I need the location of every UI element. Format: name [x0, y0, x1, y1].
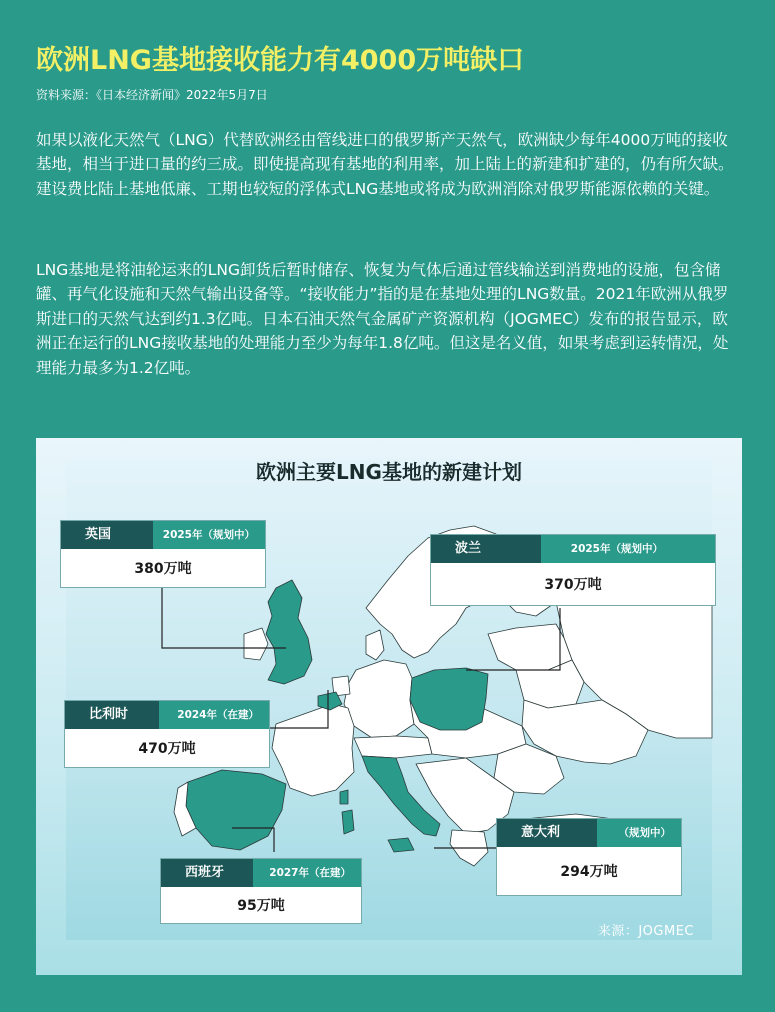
germany-shape — [344, 660, 414, 738]
callout-country: 意大利 — [497, 819, 597, 847]
denmark-shape — [366, 630, 384, 660]
callout-spain — [160, 858, 362, 924]
uk-shape — [266, 580, 312, 684]
callout-country: 西班牙 — [161, 859, 253, 887]
callout-header — [61, 521, 265, 549]
callout-status: 2025年（规划中） — [570, 543, 663, 555]
callout-value: 95万吨 — [237, 898, 285, 914]
map-title: 欧洲主要LNG基地的新建计划 — [256, 460, 522, 484]
map-panel — [36, 438, 742, 975]
france-shape — [272, 704, 354, 796]
callout-status: 2024年（在建） — [177, 709, 259, 721]
callout-country: 比利时 — [65, 701, 159, 729]
callout-value: 370万吨 — [544, 577, 602, 593]
callout-status: 2027年（在建） — [269, 867, 351, 879]
callout-country: 英国 — [61, 521, 153, 549]
sardinia-shape — [342, 810, 354, 834]
callout-value: 470万吨 — [138, 741, 196, 757]
callout-belgium — [64, 700, 270, 768]
map-source: 来源：JOGMEC — [597, 924, 694, 939]
sicily-shape — [388, 838, 414, 852]
paragraph-1: 如果以液化天然气（LNG）代替欧洲经由管线进口的俄罗斯产天然气，欧洲缺少每年4000万吨的接收基地，相当于进口量的约三成。即使提高现有基地的利用率，加上陆上的新建和扩建的，仍有所欠缺。建设费比陆上基地低廉、工期也较短的浮体式LNG基地或将成为欧洲消除对俄罗斯能源依赖的关键。 — [36, 131, 734, 198]
paragraph-2: LNG基地是将油轮运来的LNG卸货后暂时储存、恢复为气体后通过管线输送到消费地的设施，包含储罐、再气化设施和天然气输出设备等。“接收能力”指的是在基地处理的LNG数量。2021年欧洲从俄罗斯进口的天然气达到约1.3亿吨。日本石油天然气金属矿产资源机构（JOGMEC）发布的报告显示，欧洲正在运行的LNG接收基地的处理能力至少为每年1.8亿吨。但这是名义值，如果考虑到运转情况，处理能力最多为1.2亿吨。 — [36, 261, 729, 377]
callout-country: 波兰 — [431, 535, 541, 563]
callout-header — [431, 535, 715, 563]
callout-header — [497, 819, 681, 847]
callout-italy — [496, 818, 682, 896]
ireland-shape — [244, 628, 268, 660]
callout-value: 380万吨 — [134, 561, 192, 577]
callout-status: 2025年（规划中） — [162, 529, 255, 541]
spain-shape — [186, 770, 286, 850]
poland-shape — [410, 668, 488, 730]
page-title: 欧洲LNG基地接收能力有4000万吨缺口 — [36, 45, 525, 76]
source-note: 资料来源：《日本经济新闻》2022年5月7日 — [36, 88, 268, 102]
alps-shape — [354, 736, 432, 758]
callout-header — [65, 701, 269, 729]
callout-header — [161, 859, 361, 887]
callout-uk — [60, 520, 266, 588]
callout-value: 294万吨 — [560, 864, 618, 880]
corsica-shape — [340, 790, 348, 804]
callout-poland — [430, 534, 716, 606]
callout-status: （规划中） — [618, 827, 671, 839]
